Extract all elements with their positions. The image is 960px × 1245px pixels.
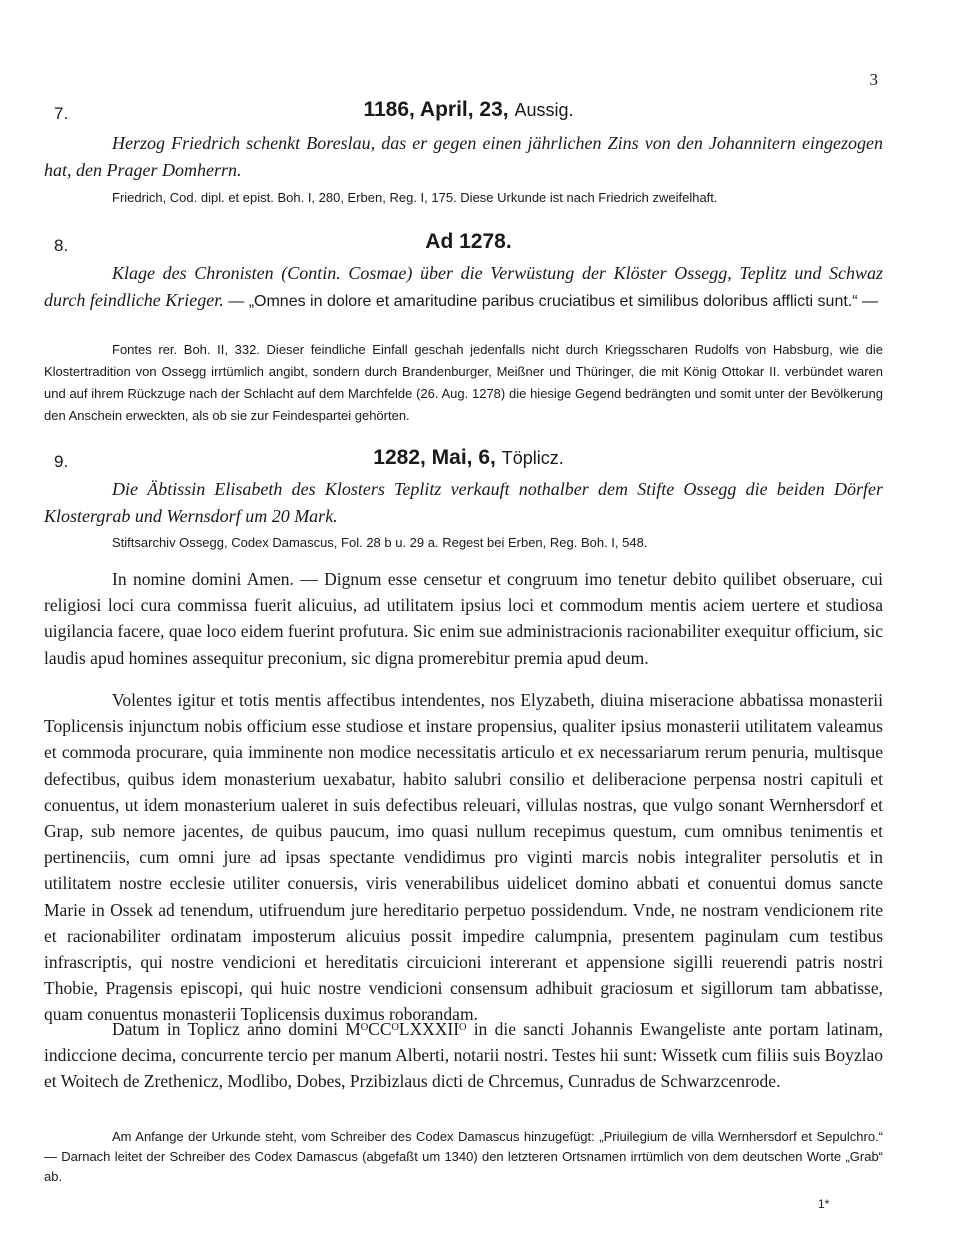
regest: Die Äbtissin Elisabeth des Klosters Teplitz verkauft nothalber dem Stifte Ossegg die beiden Dörfer Klostergrab und Wernsdorf um 20 Mark.: [44, 479, 883, 526]
entry-place: Töplicz.: [501, 448, 564, 468]
charter-paragraph: Volentes igitur et totis mentis affectibus intendentes, nos Elyzabeth, diuina miseracione abbatissa monasterii Toplicensis injunctum nobis officium esse studiose et instare propensius, qualiter ipsius monasterii utilitatem valeamus et commoda procurare, quia imminente non modice necessitatis articulo et ex necessariarum rerum penuria, multisque defectibus, quibus idem monasterium uexabatur, habito salubri consilio et deliberacione perpensa nostri capituli et conuentus, ut idem monasterium ualeret in suis defectibus releuari, villulas nostras, que vulgo sonant Wernhersdorf et Grap, sub nemore jacentes, de quibus paucum, imo quasi nullum recepimus questum, cum omnibus tenimentis et pertinenciis, cum omni jure ad ipsas spectante vendidimus pro viginti marcis nobis integraliter persolutis et in utilitatem nostre ecclesie utiliter conuersis, viris venerabilibus uidelicet domino abbati et conuentui domus sancte Marie in Ossek ad tenendum, utifruendum jure hereditario perpetuo possidendum. Vnde, ne nostram vendicionem rite et racionabiliter ordinatam imposterum alicuius possit impedire calumpnia, presentem paginulam cum testibus infrascriptis, qui nostre vendicioni et hereditatis circuicioni intererant et appensione sigilli reuerendi patris nostri Thobie, Pragensis episcopi, qui huic nostre vendicioni consensum adhibuit graciosum et sigillorum tam abbatisse, quam conuentus monasterii Toplicensis duximus roborandam.: [44, 690, 883, 1025]
entry-date: Ad 1278.: [425, 230, 512, 253]
entry-place: Aussig.: [514, 100, 574, 120]
page-number: 3: [869, 70, 878, 89]
entry-number: 8.: [54, 236, 69, 255]
footnote: Am Anfange der Urkunde steht, vom Schreiber des Codex Damascus hinzugefügt: „Priuilegium de villa Wernhersdorf et Sepulchro.“ — Darnach leitet der Schreiber des Codex Damascus (abgefaßt um 1340) den letzteren Ortsnamen irrtümlich von dem deutschen Worte „Grab“ ab.: [44, 1129, 883, 1184]
entry-date-line: [54, 98, 883, 122]
entry-date: 1282, Mai, 6,: [373, 446, 496, 469]
charter-paragraph: Datum in Toplicz anno domini MᴼCCᴼLXXXIIᴼ in die sancti Johannis Ewangeliste ante portam latinam, indiccione decima, concurrente tercio per manum Alberti, notarii nostri. Testes hii sunt: Wissetk cum filiis suis Boyzlao et Woitech de Zrethenicz, Modlibo, Dobes, Przibizlaus dicti de Chrcemus, Cunradus de Schwarzcenrode.: [44, 1019, 883, 1092]
regest: [44, 260, 883, 315]
regest: Herzog Friedrich schenkt Boreslau, das er gegen einen jährlichen Zins von den Johannitern eingezogen hat, den Prager Domherrn.: [44, 133, 883, 180]
source-note: Stiftsarchiv Ossegg, Codex Damascus, Fol. 28 b u. 29 a. Regest bei Erben, Reg. Boh. I, 548.: [112, 535, 648, 550]
entry-date-line: [54, 446, 883, 470]
signature-mark: 1*: [818, 1197, 830, 1211]
entry-date: 1186, April, 23,: [363, 98, 509, 121]
entry-date-line: [54, 230, 883, 254]
regest-german: Klage des Chronisten (Contin. Cosmae) über die Verwüstung der Klöster Ossegg, Teplitz und Schwaz durch feindliche Krieger.: [44, 263, 883, 310]
charter-paragraph: In nomine domini Amen. — Dignum esse censetur et congruum imo tenetur debito quilibet obseruare, cui religiosi loci cura commissa fuerit alicuius, ad utilitatem ipsius loci et commodum mentis aciem uertere et studiosa uigilancia facere, quae loco eidem fuerint profutura. Sic enim sue administracionis racionabiliter exequitur officium, sic laudis apud homines assequitur preconium, sic digna promerebitur premia apud deum.: [44, 569, 883, 668]
regest-latin-quote: — „Omnes in dolore et amaritudine paribus cruciatibus et similibus doloribus afflicti sunt.“ —: [223, 293, 879, 310]
entry-number: 7.: [54, 104, 69, 123]
entry-number: 9.: [54, 452, 69, 471]
source-note: Friedrich, Cod. dipl. et epist. Boh. I, 280, Erben, Reg. I, 175. Diese Urkunde ist nach Friedrich zweifelhaft.: [112, 190, 718, 205]
source-note: Fontes rer. Boh. II, 332. Dieser feindliche Einfall geschah jedenfalls nicht durch Kriegsscharen Rudolfs von Habsburg, wie die Klostertradition von Ossegg irrtümlich angibt, sondern durch Brandenburger, Meißner und Thüringer, die mit König Ottokar II. verbündet waren und auf ihrem Rückzuge nach der Schlacht auf dem Marchfelde (26. Aug. 1278) die hiesige Gegend bedrängten und somit unter der Bevölkerung den Anschein erweckten, als ob sie zur Feindespartei gehörten.: [44, 342, 883, 423]
